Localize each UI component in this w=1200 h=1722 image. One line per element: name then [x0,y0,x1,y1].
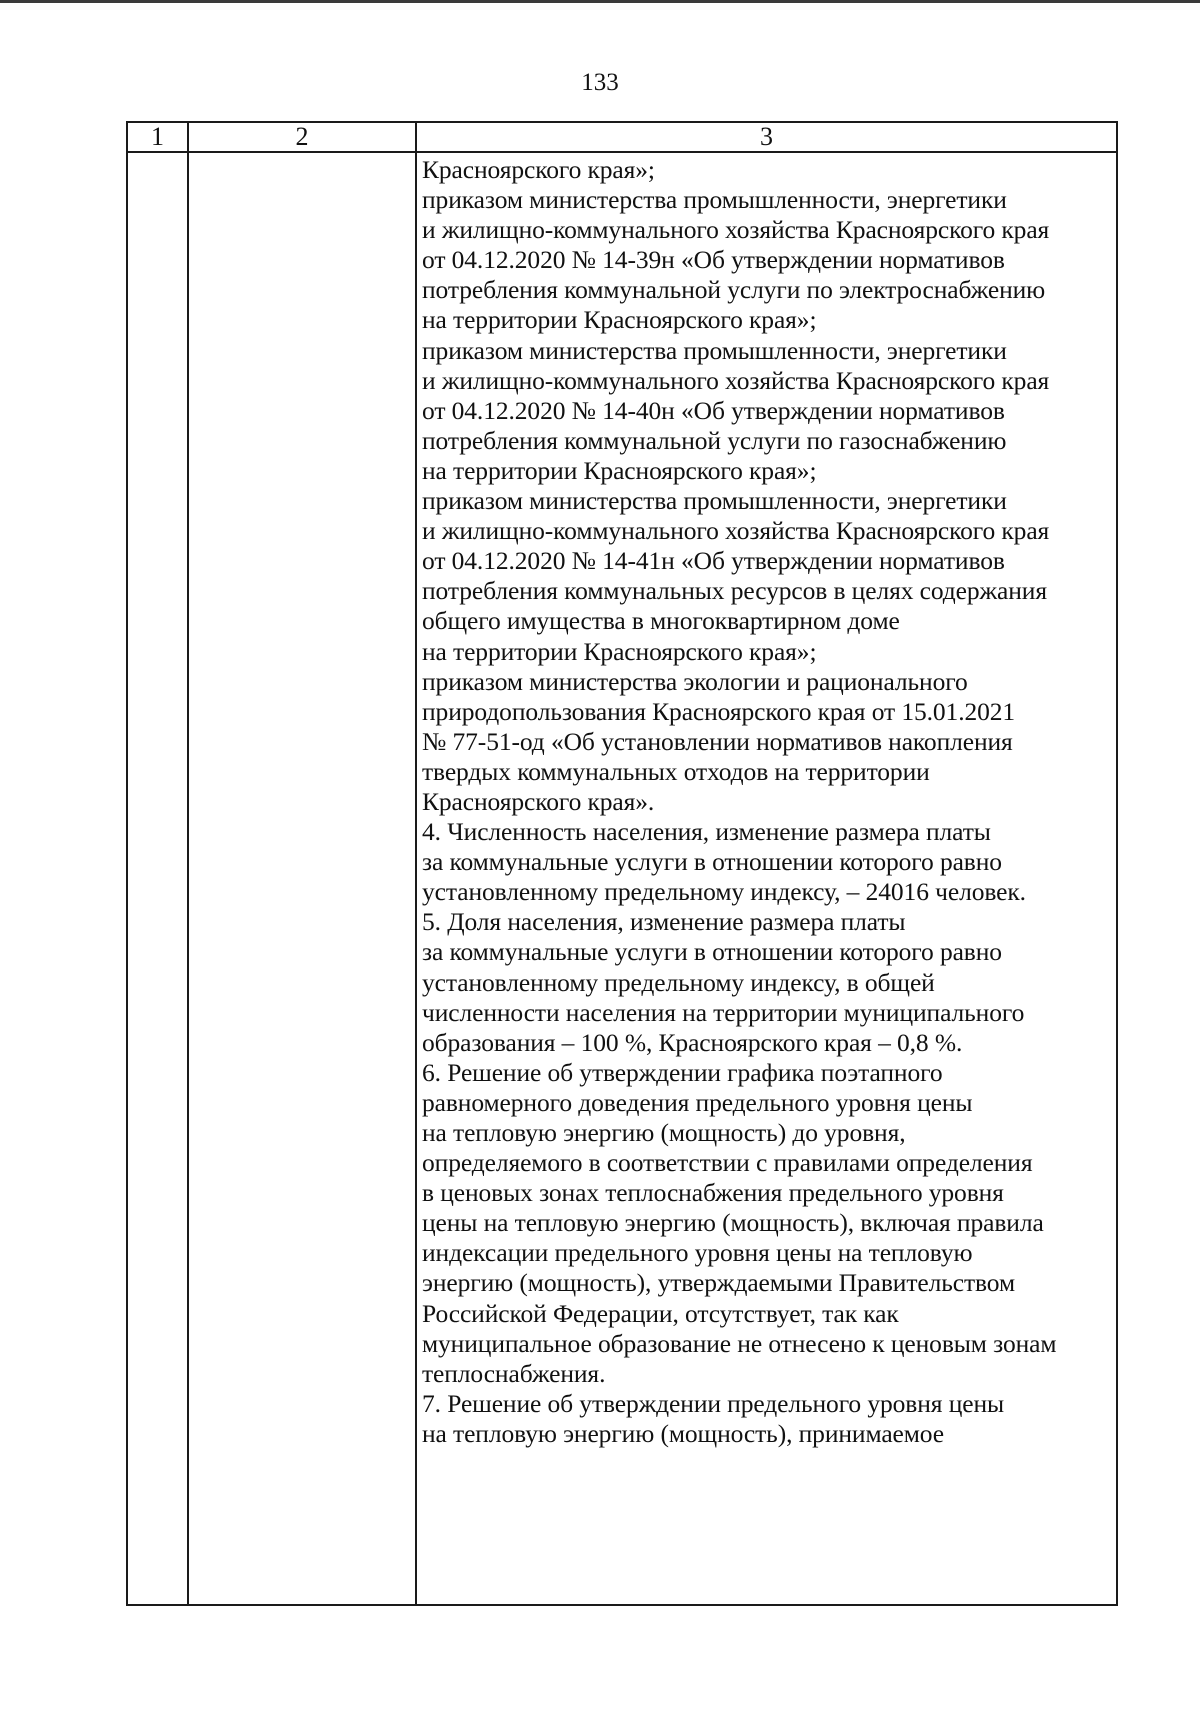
text-line: от 04.12.2020 № 14-41н «Об утверждении нормативов [422,546,1005,576]
text-line: общего имущества в многоквартирном доме [422,606,900,636]
text-line: теплоснабжения. [422,1358,606,1388]
text-line: установленному предельному индексу, – 24016 человек. [422,877,1026,907]
column-3-text [417,155,1116,1449]
text-line: 7. Решение об утверждении предельного уровня цены [422,1388,1005,1418]
text-line: на тепловую энергию (мощность) до уровня, [422,1118,906,1147]
text-line: индексации предельного уровня цены на тепловую [422,1238,973,1268]
text-line: на территории Красноярского края»; [422,636,817,666]
cell-col-2 [188,152,416,1605]
text-line: Красноярского края»; [422,155,655,184]
text-line: природопользования Красноярского края от 15.01.2021 [422,696,1016,726]
text-line: потребления коммунальной услуги по электроснабжению [422,275,1046,305]
document-table [126,121,1118,1606]
text-line: в ценовых зонах теплоснабжения предельного уровня [422,1178,1004,1208]
text-line: от 04.12.2020 № 14-40н «Об утверждении нормативов [422,395,1005,425]
scan-border [0,0,1200,3]
text-line: и жилищно-коммунального хозяйства Красноярского края [422,516,1050,546]
text-line: равномерного доведения предельного уровня цены [422,1087,973,1117]
text-line: от 04.12.2020 № 14-39н «Об утверждении нормативов [422,245,1005,275]
text-line: на территории Красноярского края»; [422,455,817,485]
text-line: Красноярского края». [422,786,655,816]
cell-col-3 [416,152,1117,1605]
page-number: 133 [581,69,619,96]
table-header-row [127,122,1117,152]
text-line: на тепловую энергию (мощность), принимаемое [422,1418,944,1448]
text-line: приказом министерства промышленности, энергетики [422,335,1007,365]
header-col-3: 3 [416,122,1117,152]
text-line: приказом министерства промышленности, энергетики [422,185,1007,215]
text-line: потребления коммунальных ресурсов в целях содержания [422,576,1047,606]
text-line: образования – 100 %, Красноярского края – 0,8 %. [422,1027,963,1057]
text-line: 4. Численность населения, изменение размера платы [422,817,991,847]
text-line: приказом министерства экологии и рационального [422,666,968,696]
text-line: 5. Доля населения, изменение размера платы [422,907,906,937]
header-col-2: 2 [188,122,416,152]
text-line: и жилищно-коммунального хозяйства Красноярского края [422,215,1050,245]
text-line: муниципальное образование не отнесено к ценовым зонам [422,1328,1057,1358]
text-line: Российской Федерации, отсутствует, так как [422,1298,899,1328]
text-line: № 77-51-од «Об установлении нормативов накопления [422,726,1013,756]
text-line: цены на тепловую энергию (мощность), включая правила [422,1208,1044,1238]
text-line: на территории Красноярского края»; [422,305,817,335]
text-line: приказом министерства промышленности, энергетики [422,486,1007,516]
text-line: численности населения на территории муниципального [422,997,1025,1027]
text-line: потребления коммунальной услуги по газоснабжению [422,425,1007,455]
text-line: за коммунальные услуги в отношении которого равно [422,937,1002,967]
text-line: и жилищно-коммунального хозяйства Красноярского края [422,365,1050,395]
table-body-row [127,152,1117,1605]
text-line: твердых коммунальных отходов на территории [422,756,930,786]
text-line: определяемого в соответствии с правилами определения [422,1148,1033,1178]
header-col-1: 1 [127,122,188,152]
text-line: за коммунальные услуги в отношении которого равно [422,847,1002,877]
cell-col-1 [127,152,188,1605]
text-line: установленному предельному индексу, в общей [422,967,935,997]
text-line: 6. Решение об утверждении графика поэтапного [422,1057,943,1087]
text-line: энергию (мощность), утверждаемыми Правительством [422,1268,1015,1298]
